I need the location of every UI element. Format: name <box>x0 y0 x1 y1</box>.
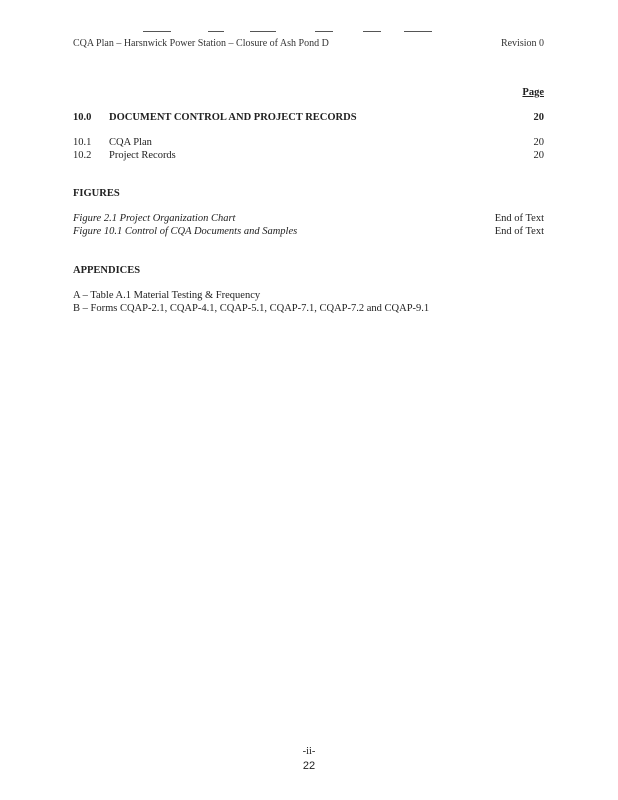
figure-entry-title: Figure 10.1 Control of CQA Documents and Samples <box>73 226 298 237</box>
toc-subsection-page: 20 <box>533 150 544 161</box>
toc-section-title: DOCUMENT CONTROL AND PROJECT RECORDS <box>109 112 357 123</box>
header-rule-segment <box>208 31 224 32</box>
figure-entry-page: End of Text <box>494 213 544 224</box>
header-rule-segment <box>315 31 333 32</box>
appendices-heading: APPENDICES <box>73 265 141 276</box>
appendix-entry: B – Forms CQAP-2.1, CQAP-4.1, CQAP-5.1, CQAP-7.1, CQAP-7.2 and CQAP-9.1 <box>73 303 430 314</box>
toc-section-number: 10.0 <box>73 112 92 123</box>
figures-heading: FIGURES <box>73 188 120 199</box>
toc-subsection-title: CQA Plan <box>109 137 152 148</box>
footer-roman-page-number: -ii- <box>302 746 316 757</box>
running-header-title: CQA Plan – Harsnwick Power Station – Closure of Ash Pond D <box>73 38 329 49</box>
header-rule-segment <box>143 31 171 32</box>
running-header-revision: Revision 0 <box>500 38 544 49</box>
footer-page-number: 22 <box>302 760 316 772</box>
appendix-entry: A – Table A.1 Material Testing & Frequency <box>73 290 261 301</box>
header-rule-segment <box>363 31 381 32</box>
toc-section-page: 20 <box>533 112 544 123</box>
header-rule-segment <box>250 31 276 32</box>
header-rule-segment <box>404 31 432 32</box>
page-column-label: Page <box>522 87 544 98</box>
figure-entry-page: End of Text <box>494 226 544 237</box>
toc-subsection-number: 10.2 <box>73 150 92 161</box>
figure-entry-title: Figure 2.1 Project Organization Chart <box>73 213 236 224</box>
toc-subsection-page: 20 <box>533 137 544 148</box>
toc-subsection-title: Project Records <box>109 150 176 161</box>
toc-subsection-number: 10.1 <box>73 137 92 148</box>
